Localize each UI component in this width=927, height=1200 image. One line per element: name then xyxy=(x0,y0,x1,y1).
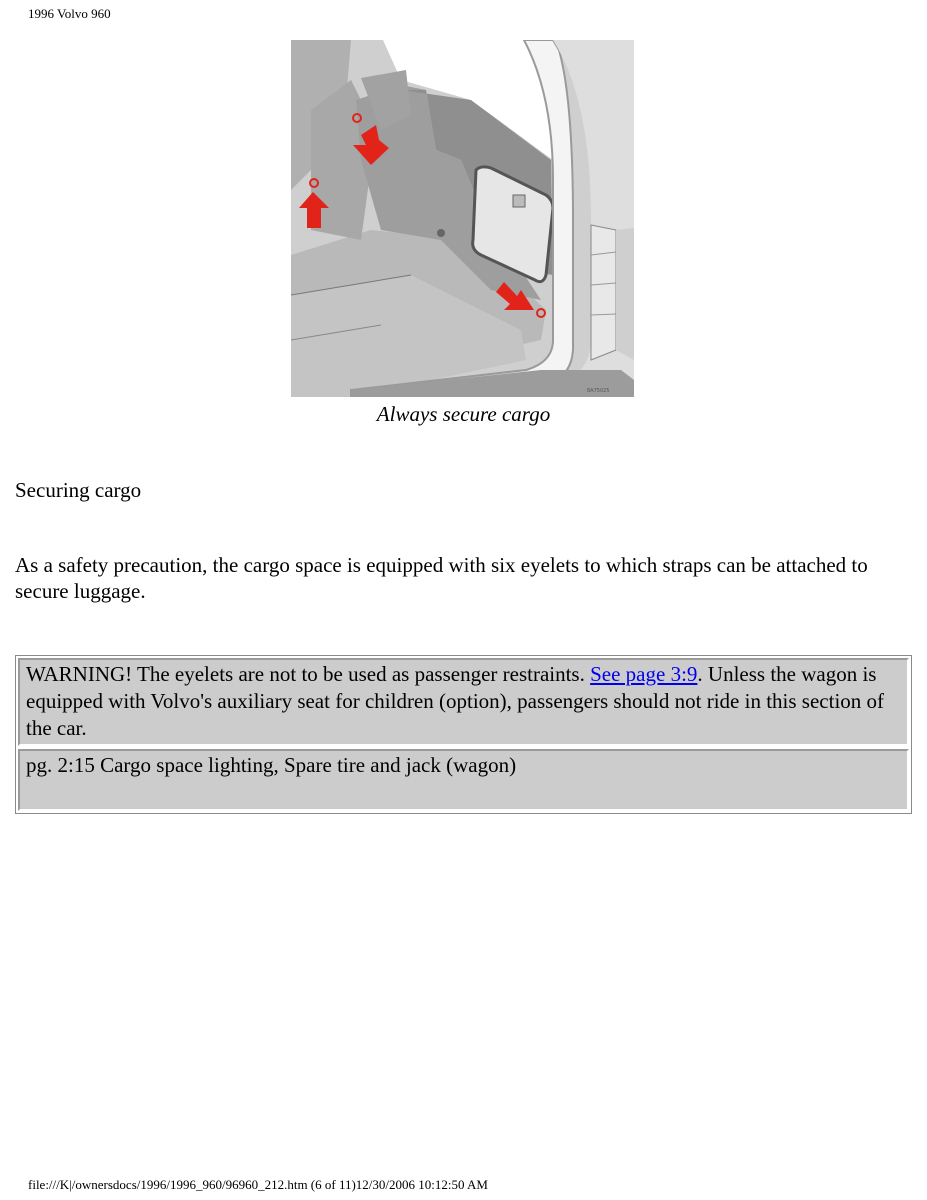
warning-text-before: WARNING! The eyelets are not to be used as passenger restraints. xyxy=(26,662,591,686)
footer-file-path: file:///K|/ownersdocs/1996/1996_960/96960_212.htm (6 of 11)12/30/2006 10:12:50 AM xyxy=(28,1177,488,1192)
warning-text-after: . Unless the wagon is equipped with Volvo's auxiliary seat for children (option), passengers should not ride in this section of the car. xyxy=(26,662,885,740)
cargo-space-illustration xyxy=(291,40,634,397)
warning-note xyxy=(18,658,909,746)
figure-caption: Always secure cargo xyxy=(376,402,551,426)
reference-note: pg. 2:15 Cargo space lighting, Spare tire and jack (wagon) xyxy=(18,749,909,811)
page-header-title: 1996 Volvo 960 xyxy=(28,6,111,21)
section-heading: Securing cargo xyxy=(15,478,142,502)
see-page-link[interactable]: See page 3:9 xyxy=(590,662,698,686)
notes-table xyxy=(15,655,912,814)
svg-text:8A75025: 8A75025 xyxy=(587,388,610,394)
body-paragraph: As a safety precaution, the cargo space is equipped with six eyelets to which straps can be attached to secure luggage. xyxy=(15,553,868,603)
